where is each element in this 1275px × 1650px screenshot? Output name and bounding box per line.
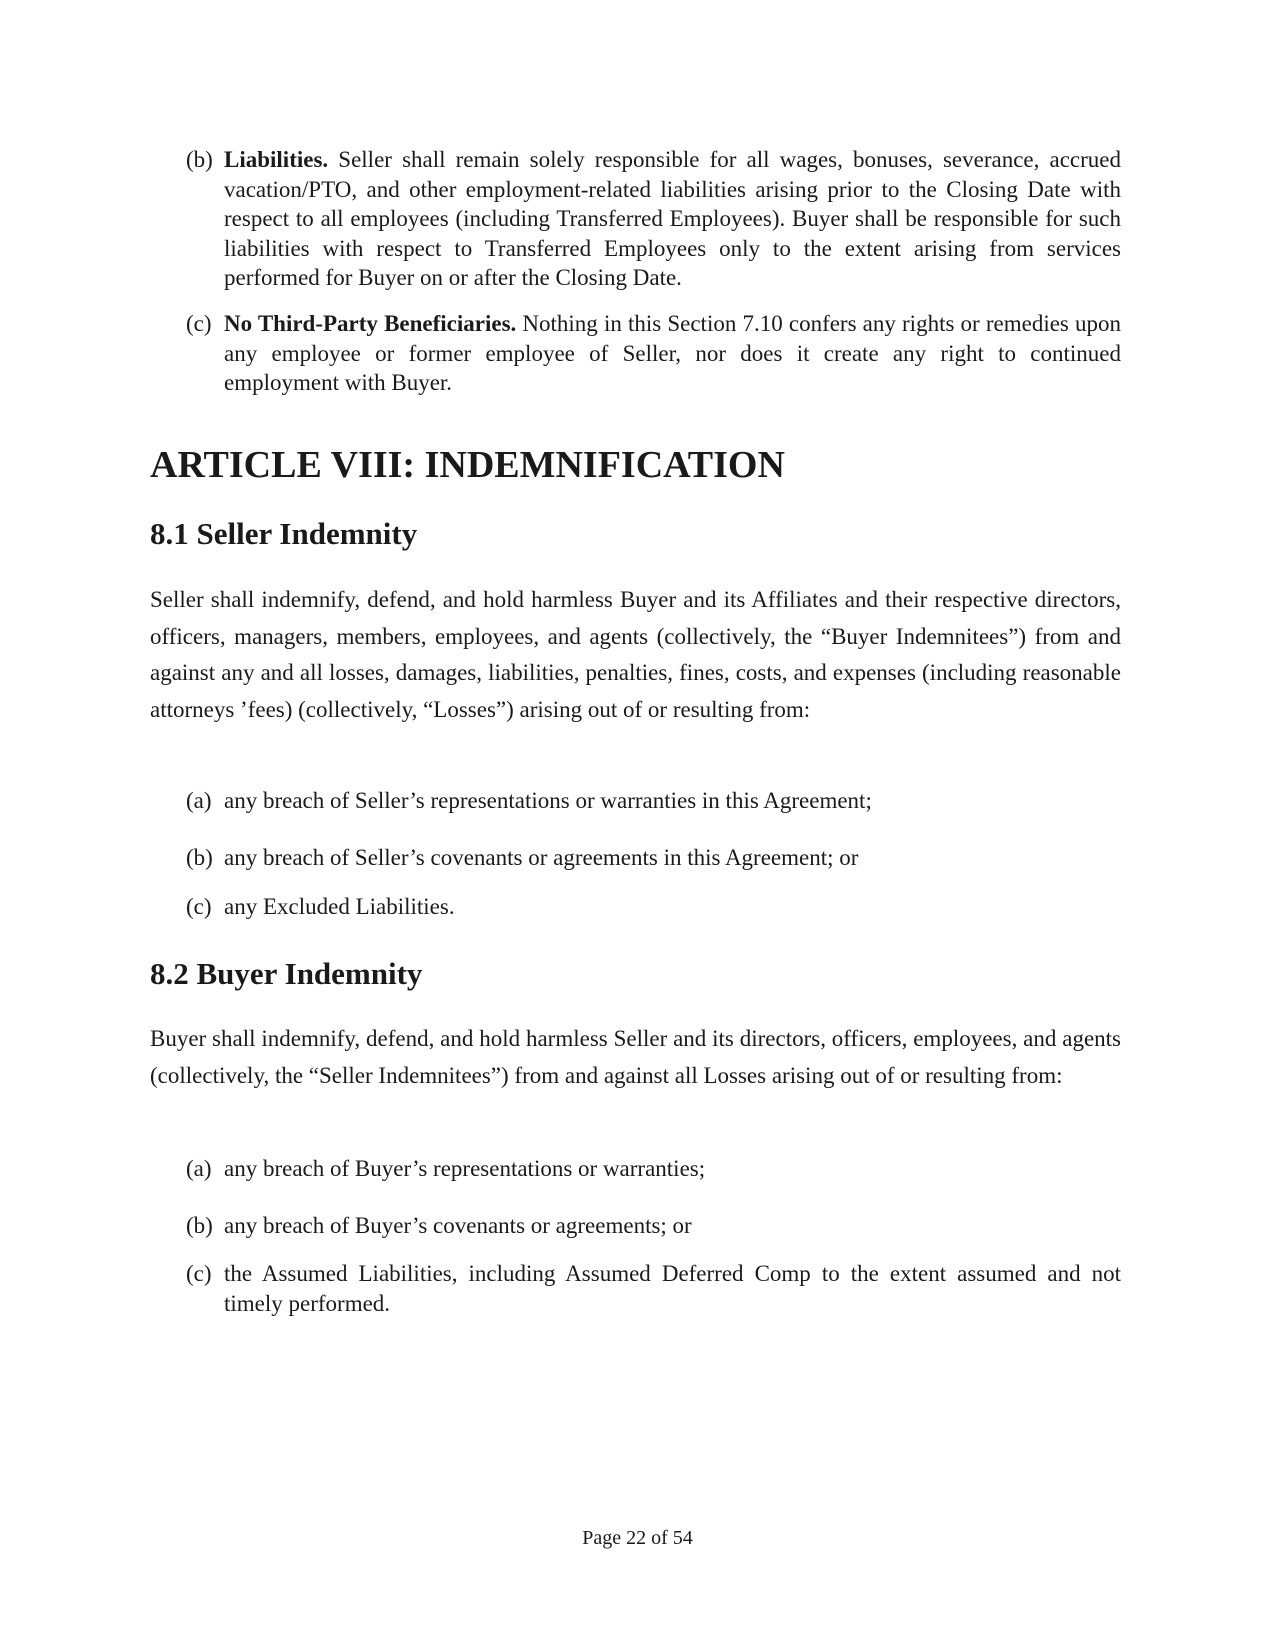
list-marker: (b) xyxy=(186,147,213,172)
list-marker: (c) xyxy=(186,311,212,336)
article-heading: ARTICLE VIII: INDEMNIFICATION xyxy=(150,444,785,486)
list-item-text: the Assumed Liabilities, including Assumed Deferred Comp to the extent assumed and not timely performed. xyxy=(224,1261,1121,1316)
section-8-2-paragraph: Buyer shall indemnify, defend, and hold harmless Seller and its directors, officers, employees, and agents (collectively, the “Seller Indemnitees”) from and against all Losses arising out of or resulting from: xyxy=(150,1026,1121,1088)
list-item-text: any breach of Seller’s representations or warranties in this Agreement; xyxy=(224,788,872,813)
list-item xyxy=(186,1211,1121,1241)
list-item-title: No Third-Party Beneficiaries. xyxy=(224,311,517,336)
list-marker: (c) xyxy=(186,894,212,919)
list-item-text: any breach of Buyer’s covenants or agreements; or xyxy=(224,1213,692,1238)
section-8-1-paragraph: Seller shall indemnify, defend, and hold harmless Buyer and its Affiliates and their respective directors, officers, managers, members, employees, and agents (collectively, the “Buyer Indemnitees”) from and against any and all losses, damages, liabilities, penalties, fines, costs, and expenses (including reasonable attorneys ’fees) (collectively, “Losses”) arising out of or resulting from: xyxy=(150,587,1121,722)
list-item xyxy=(186,1154,1121,1184)
list-item-text: any breach of Buyer’s representations or warranties; xyxy=(224,1156,706,1181)
list-item xyxy=(186,892,1121,922)
list-item xyxy=(186,786,1121,816)
list-item-body: Nothing in this Section 7.10 confers any rights or remedies upon any employee or former employee of Seller, nor does it create any right to continued employment with Buyer. xyxy=(224,311,1122,395)
list-item-title: Liabilities. xyxy=(224,147,329,172)
list-marker: (c) xyxy=(186,1261,212,1286)
list-item-liabilities xyxy=(186,145,1121,293)
list-marker: (a) xyxy=(186,1156,212,1181)
list-item xyxy=(186,843,1121,873)
page-number: Page 22 of 54 xyxy=(582,1527,693,1549)
section-heading-8-2: 8.2 Buyer Indemnity xyxy=(150,956,423,991)
list-item-text xyxy=(224,145,1121,293)
list-item-text: any breach of Seller’s covenants or agreements in this Agreement; or xyxy=(224,845,859,870)
list-item-text xyxy=(224,309,1121,398)
list-marker: (a) xyxy=(186,788,212,813)
list-item-no-third-party-beneficiaries xyxy=(186,309,1121,398)
list-item-body: Seller shall remain solely responsible for all wages, bonuses, severance, accrued vacation/PTO, and other employment-related liabilities arising prior to the Closing Date with respect to all employees (including Transferred Employees). Buyer shall be responsible for such liabilities with respect to Transferred Employees only to the extent arising from services performed for Buyer on or after the Closing Date. xyxy=(224,147,1122,290)
list-marker: (b) xyxy=(186,1213,213,1238)
section-heading-8-1: 8.1 Seller Indemnity xyxy=(150,516,418,551)
list-marker: (b) xyxy=(186,845,213,870)
list-item-text: any Excluded Liabilities. xyxy=(224,894,455,919)
list-item xyxy=(186,1259,1121,1318)
